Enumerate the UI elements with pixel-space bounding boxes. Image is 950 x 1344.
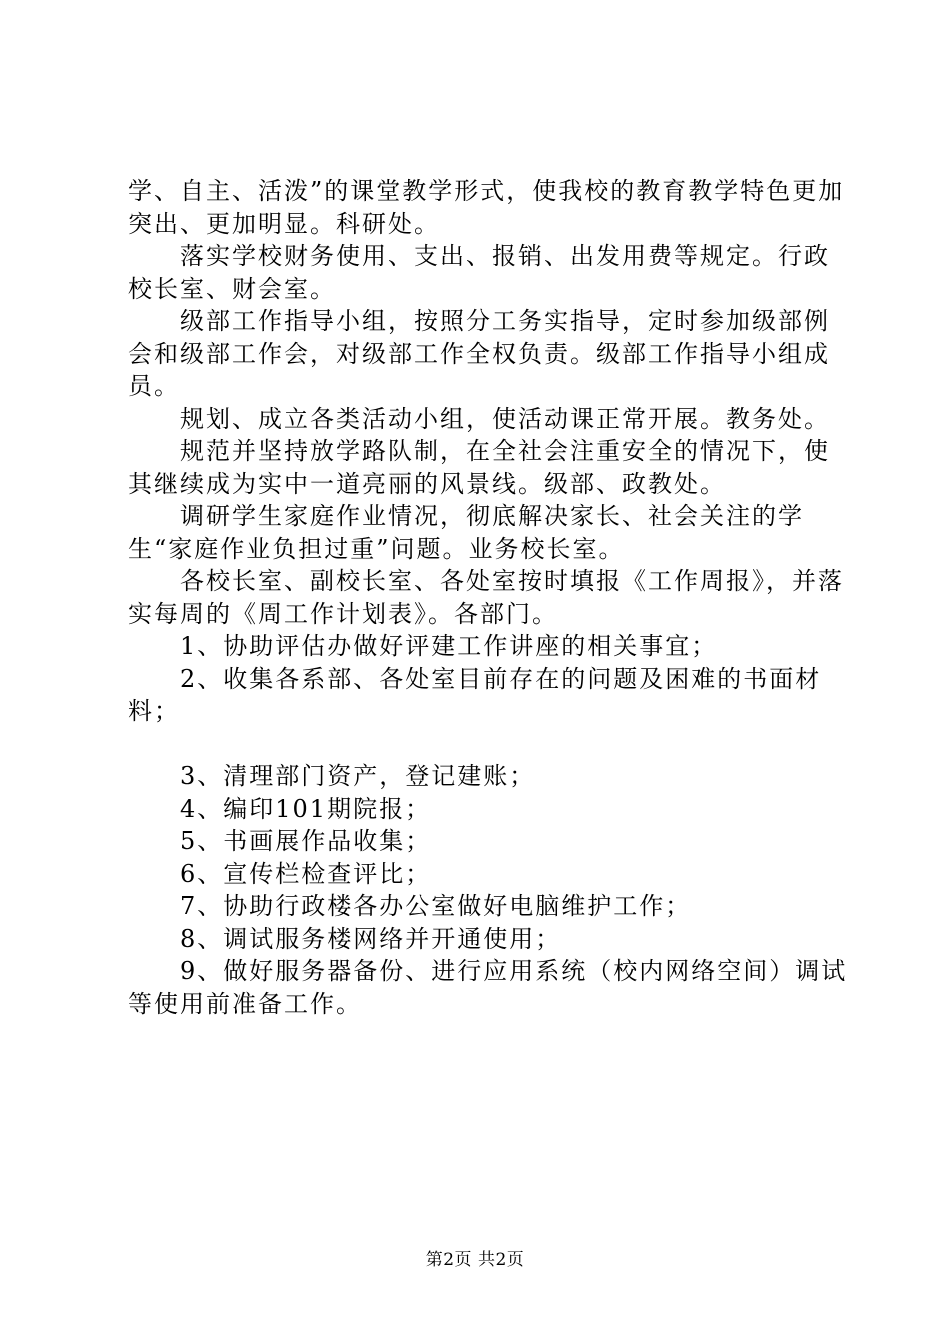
paragraph-activity-groups: 规划、成立各类活动小组，使活动课正常开展。教务处。 bbox=[180, 404, 830, 433]
list-item: 4、编印101期院报； bbox=[180, 794, 432, 823]
list-item: 6、宣传栏检查评比； bbox=[180, 859, 432, 888]
list-item: 3、清理部门资产，登记建账； bbox=[180, 762, 536, 790]
list-item: 8、调试服务楼网络并开通使用； bbox=[180, 924, 562, 953]
paragraph-finance: 落实学校财务使用、支出、报销、出发用费等规定。行政校长室、财会室。 bbox=[128, 242, 830, 303]
list-item: 9、做好服务器备份、进行应用系统（校内网络空间）调试等使用前准备工作。 bbox=[128, 957, 848, 1018]
page-footer: 第2页 共2页 bbox=[425, 1250, 525, 1270]
paragraph-continuation: 学、自主、活泼”的课堂教学形式，使我校的教育教学特色更加突出、更加明显。科研处。 bbox=[128, 177, 845, 238]
paragraph-road-team: 规范并坚持放学路队制，在全社会注重安全的情况下，使其继续成为实中一道亮丽的风景线。级部、政教处。 bbox=[128, 437, 830, 498]
blank-line bbox=[128, 728, 848, 761]
list-item: 7、协助行政楼各办公室做好电脑维护工作； bbox=[180, 892, 692, 920]
list-item: 1、协助评估办做好评建工作讲座的相关事宜； bbox=[180, 632, 718, 660]
document-body bbox=[128, 175, 848, 1020]
paragraph-weekly-report: 各校长室、副校长室、各处室按时填报《工作周报》，并落实每周的《周工作计划表》。各部门。 bbox=[128, 567, 844, 628]
paragraph-grade-guidance: 级部工作指导小组，按照分工务实指导，定时参加级部例会和级部工作会，对级部工作全权负责。级部工作指导小组成员。 bbox=[128, 307, 830, 400]
list-item: 5、书画展作品收集； bbox=[180, 827, 432, 855]
paragraph-homework: 调研学生家庭作业情况，彻底解决家长、社会关注的学生“家庭作业负担过重”问题。业务校长室。 bbox=[128, 502, 804, 563]
list-item: 2、收集各系部、各处室目前存在的问题及困难的书面材料； bbox=[128, 664, 822, 725]
